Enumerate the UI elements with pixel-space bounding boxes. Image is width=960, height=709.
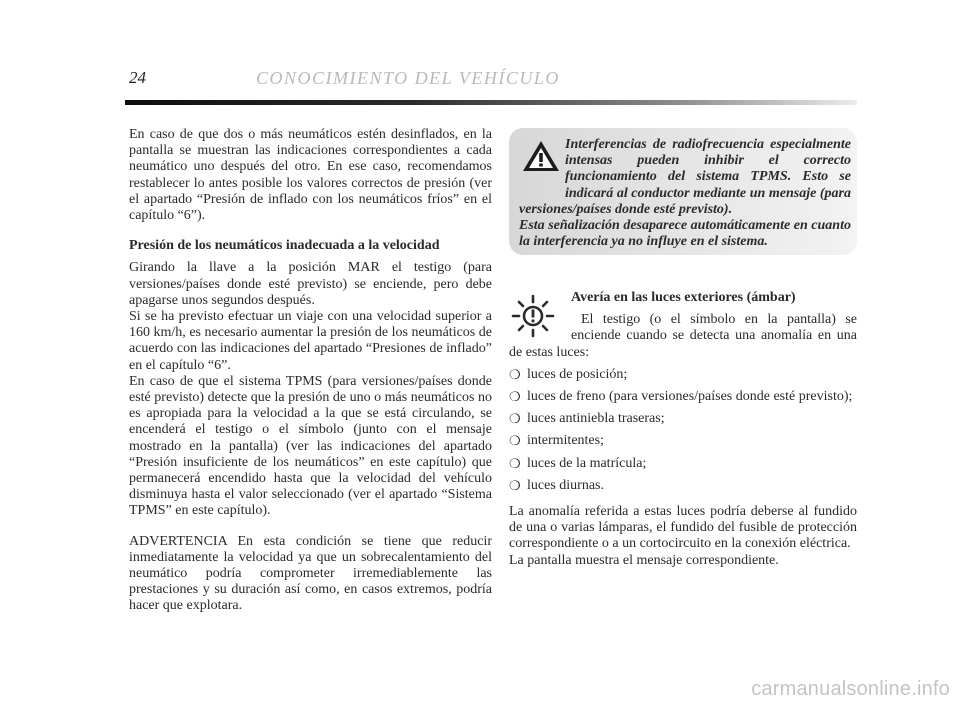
key-mar-paragraph: Girando la llave a la posición MAR el testigo (para versiones/países donde esté previsto) se enciende, pero debe apagarse unos segundos después.: [129, 260, 492, 308]
high-speed-paragraph: Si se ha previsto efectuar un viaje con una velocidad superior a 160 km/h, es necesario aumentar la presión de los neumáticos de acuerdo con las indicaciones del apartado “Presiones de inflado” en el capítulo “6”.: [129, 309, 492, 373]
watermark: carmanualsonline.info: [751, 678, 950, 700]
bullet-icon: ❍: [509, 433, 521, 449]
exterior-light-fault-icon: [509, 292, 557, 340]
section-heading-light-fault: Avería en las luces exteriores (ámbar): [571, 290, 796, 305]
warning-box: [509, 128, 857, 255]
bullet-icon: ❍: [509, 389, 521, 405]
warning-text: [519, 137, 851, 250]
advertencia-paragraph: ADVERTENCIA En esta condición se tiene que reducir inmediatamente la velocidad ya que un sobrecalentamiento del neumático podría comprometer irremediablemente las prestaciones y su duración así como, en casos extremos, podría hacer que explotara.: [129, 533, 492, 614]
anomaly-cause-paragraph: La anomalía referida a estas luces podría deberse al fundido de una o varias lámparas, el fundido del fusible de protección correspondiente o a un cortocircuito en la conexión eléctrica.: [509, 504, 857, 552]
tpms-detection-paragraph: En caso de que el sistema TPMS (para versiones/países donde esté previsto) detecte que la presión de uno o más neumáticos no es apropiada para la velocidad a la que se está circulando, se encenderá el testigo o el símbolo (junto con el mensaje mostrado en la pantalla) (ver las indicaciones del apartado “Presión insuficiente de los neumáticos” en este capítulo) que permanecerá encendido hasta que la velocidad del vehículo disminuya hasta el valor seleccionado (ver el apartado “Sistema TPMS” en este capítulo).: [129, 373, 492, 519]
display-message-paragraph: La pantalla muestra el mensaje correspondiente.: [509, 552, 779, 568]
right-column: [509, 290, 857, 569]
left-column: [129, 127, 492, 615]
list-item: ❍ intermitentes;: [509, 433, 604, 449]
bullet-icon: ❍: [509, 477, 521, 493]
list-item: ❍ luces diurnas.: [509, 477, 604, 493]
header-divider: [125, 100, 857, 105]
page-number: 24: [129, 68, 146, 87]
light-fault-intro: El testigo (o el símbolo en la pantalla) se enciende cuando se detecta una anomalía en una de estas luces:: [509, 312, 857, 360]
list-item: ❍ luces de freno (para versiones/países donde esté previsto);: [509, 389, 853, 405]
warning-triangle-icon: [519, 137, 565, 187]
lights-list: [509, 367, 857, 494]
chapter-title: CONOCIMIENTO DEL VEHÍCULO: [256, 68, 560, 88]
list-item: ❍ luces de posición;: [509, 366, 628, 382]
bullet-icon: ❍: [509, 411, 521, 427]
warning-text-2: Esta señalización desaparece automáticamente en cuanto la interferencia ya no influye en el sistema.: [519, 218, 851, 250]
tire-deflated-paragraph: En caso de que dos o más neumáticos estén desinflados, en la pantalla se muestran las indicaciones correspondientes a cada neumático uno después del otro. En ese caso, recomendamos restablecer lo antes posible los valores correctos de presión (ver el apartado “Presión de inflado con los neumáticos fríos” en el capítulo “6”).: [129, 127, 492, 224]
warning-text-1: Interferencias de radiofrecuencia especialmente intensas pueden inhibir el correcto funcionamiento del sistema TPMS. Esto se indicará al conductor mediante un mensaje (para versiones/países donde esté previsto).: [519, 137, 851, 217]
list-item: ❍ luces antiniebla traseras;: [509, 411, 665, 427]
bullet-icon: ❍: [509, 455, 521, 471]
list-item: ❍ luces de la matrícula;: [509, 455, 647, 471]
section-heading-pressure-speed: Presión de los neumáticos inadecuada a la velocidad: [129, 238, 440, 254]
bullet-icon: ❍: [509, 366, 521, 382]
